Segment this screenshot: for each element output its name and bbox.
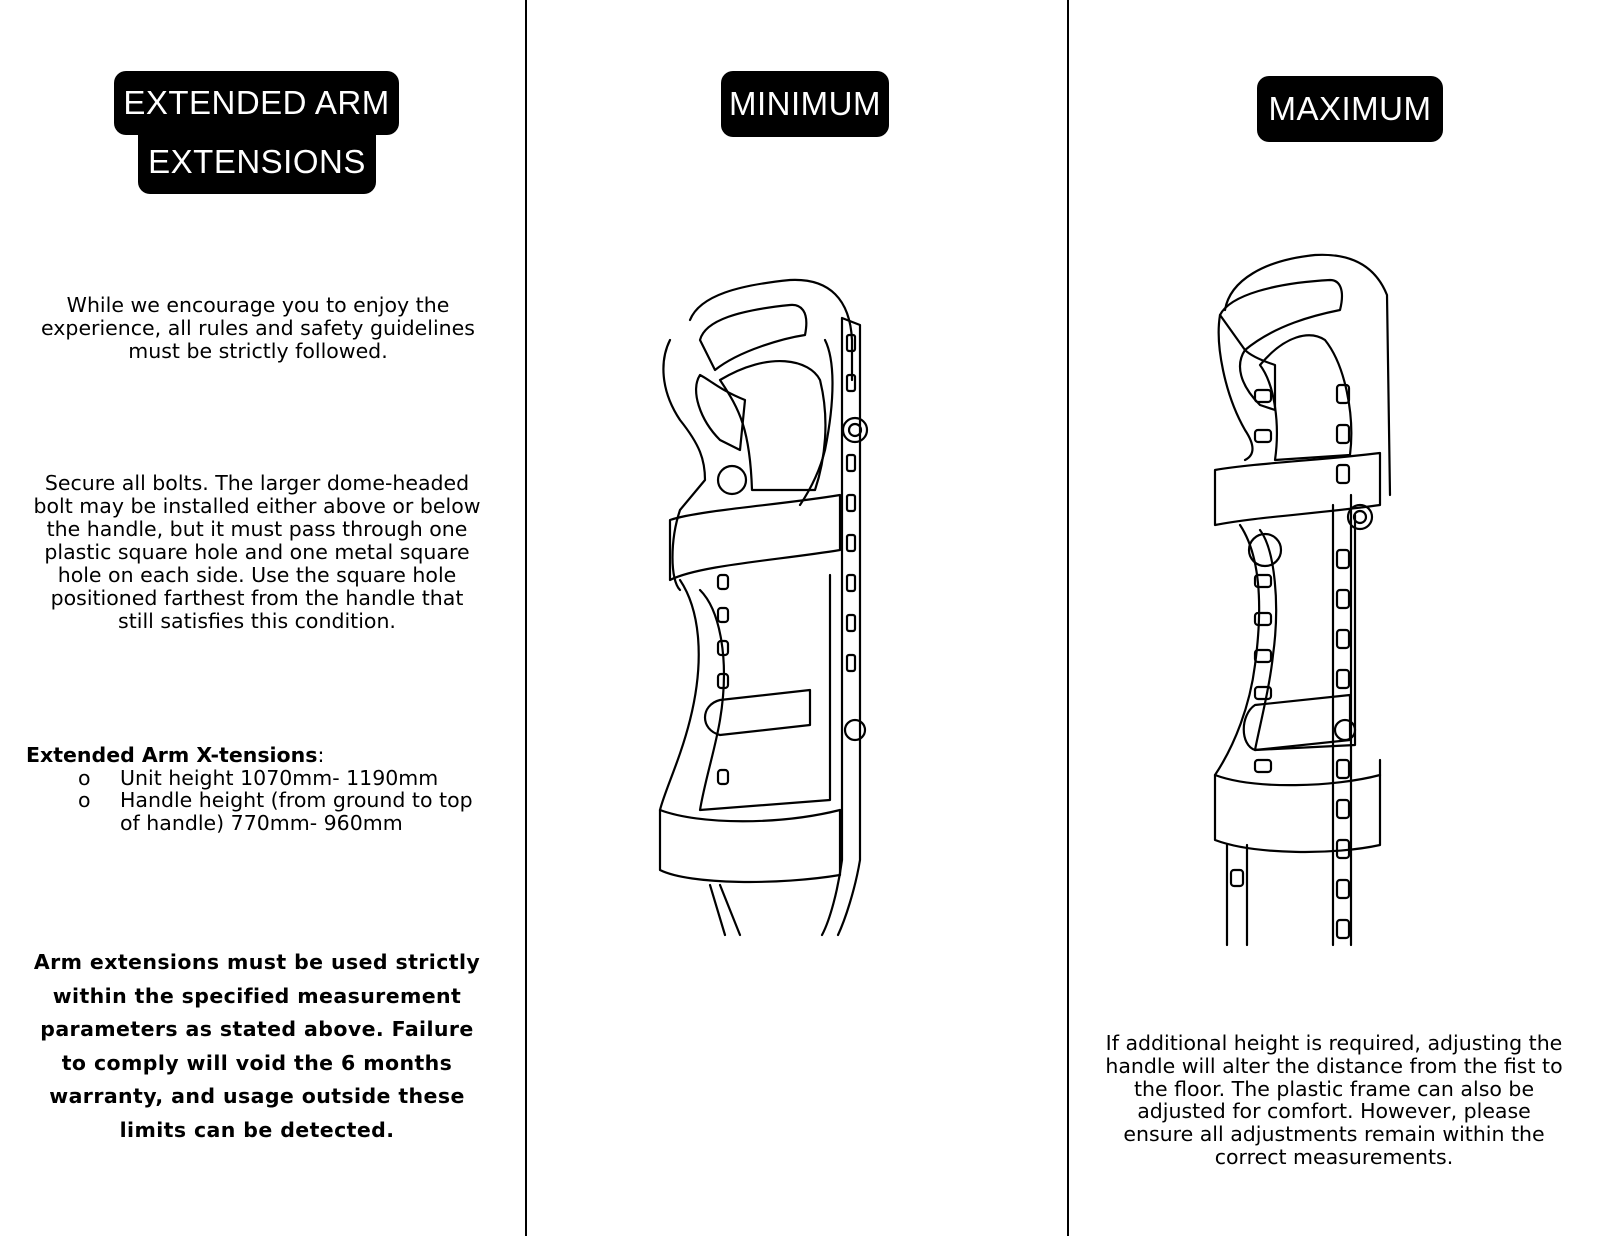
- frame-right-curve: [800, 340, 833, 505]
- lower-bottom: [660, 810, 840, 821]
- spec-handle-height: Handle height (from ground to top of handle) 770mm- 960mm: [120, 788, 473, 835]
- bullet-icon: o: [78, 765, 91, 790]
- metal-hole: [1337, 760, 1349, 778]
- metal-hole: [1337, 550, 1349, 568]
- specs-heading: Extended Arm X-tensions: [26, 743, 318, 767]
- metal-hole: [847, 455, 855, 471]
- lower-rail-left: [1227, 845, 1247, 945]
- metal-hole: [1337, 670, 1349, 688]
- metal-hole: [847, 495, 855, 511]
- title-line2: EXTENSIONS: [148, 143, 366, 180]
- rivet: [718, 466, 746, 494]
- plastic-hole: [1255, 390, 1271, 402]
- metal-hole: [847, 575, 855, 591]
- dome-bolt: [843, 418, 867, 442]
- middle-band: [670, 495, 840, 580]
- metal-hole: [1337, 880, 1349, 898]
- maximum-title: MAXIMUM: [1268, 90, 1432, 127]
- list-item: [26, 789, 496, 834]
- title-badge-line1: [114, 71, 399, 135]
- adjustment-note: If additional height is required, adjusting the handle will alter the distance from the fist to the floor. The plastic frame can also be adjusted for comfort. However, please ensure all adjustments remain within the correct measurements.: [1105, 1031, 1563, 1169]
- title-badge-line2: [138, 130, 376, 194]
- bolts-instructions: Secure all bolts. The larger dome-headed bolt may be installed either above or below the handle, but it must pass through one plastic square hole and one metal square hole on each side. Use the square hole positioned farthest from the handle that still satisfies this condition.: [33, 471, 481, 633]
- metal-hole: [1337, 800, 1349, 818]
- spec-unit-height: Unit height 1070mm- 1190mm: [120, 765, 439, 790]
- plastic-hole: [1255, 430, 1271, 442]
- intro-text: While we encourage you to enjoy the experience, all rules and safety guidelines must be strictly followed.: [41, 293, 475, 363]
- lower-bottom: [1215, 775, 1380, 785]
- small-bolt: [845, 720, 865, 740]
- column-divider-right: [1067, 0, 1069, 1236]
- minimum-badge: [721, 71, 889, 137]
- leg-left: [710, 885, 740, 935]
- metal-hole: [847, 535, 855, 551]
- column-divider-left: [525, 0, 527, 1236]
- metal-hole: [1337, 630, 1349, 648]
- bullet-icon: o: [78, 788, 91, 812]
- metal-hole: [847, 615, 855, 631]
- maximum-badge: [1257, 76, 1443, 142]
- crutch-minimum-illustration: [660, 280, 920, 960]
- plastic-hole: [1255, 760, 1271, 772]
- crutch-maximum-illustration: [1215, 255, 1435, 975]
- metal-hole: [1337, 920, 1349, 938]
- minimum-title: MINIMUM: [729, 85, 881, 122]
- cuff-top: [1225, 255, 1390, 495]
- metal-hole: [847, 655, 855, 671]
- metal-hole: [1337, 840, 1349, 858]
- specs-list: [26, 767, 496, 835]
- plastic-hole: [718, 770, 728, 784]
- plastic-hole: [1255, 613, 1271, 625]
- plastic-hole: [718, 575, 728, 589]
- inner-window: [720, 361, 825, 490]
- plastic-hole: [1231, 870, 1243, 886]
- specs-heading-colon: :: [317, 743, 325, 767]
- cuff-top: [690, 280, 852, 380]
- specs-block: [26, 744, 496, 834]
- title-line1: EXTENDED ARM: [123, 84, 390, 121]
- metal-hole: [1337, 590, 1349, 608]
- metal-hole: [1337, 465, 1349, 483]
- plastic-hole: [718, 608, 728, 622]
- warranty-warning: Arm extensions must be used strictly within the specified measurement parameters as stated above. Failure to comply will void the 6 months warranty, and usage outside these limits can be detected.: [33, 950, 481, 1142]
- metal-hole: [1337, 425, 1349, 443]
- cuff-strap: [700, 305, 806, 370]
- specs-heading-row: [26, 744, 496, 767]
- list-item: [26, 767, 496, 790]
